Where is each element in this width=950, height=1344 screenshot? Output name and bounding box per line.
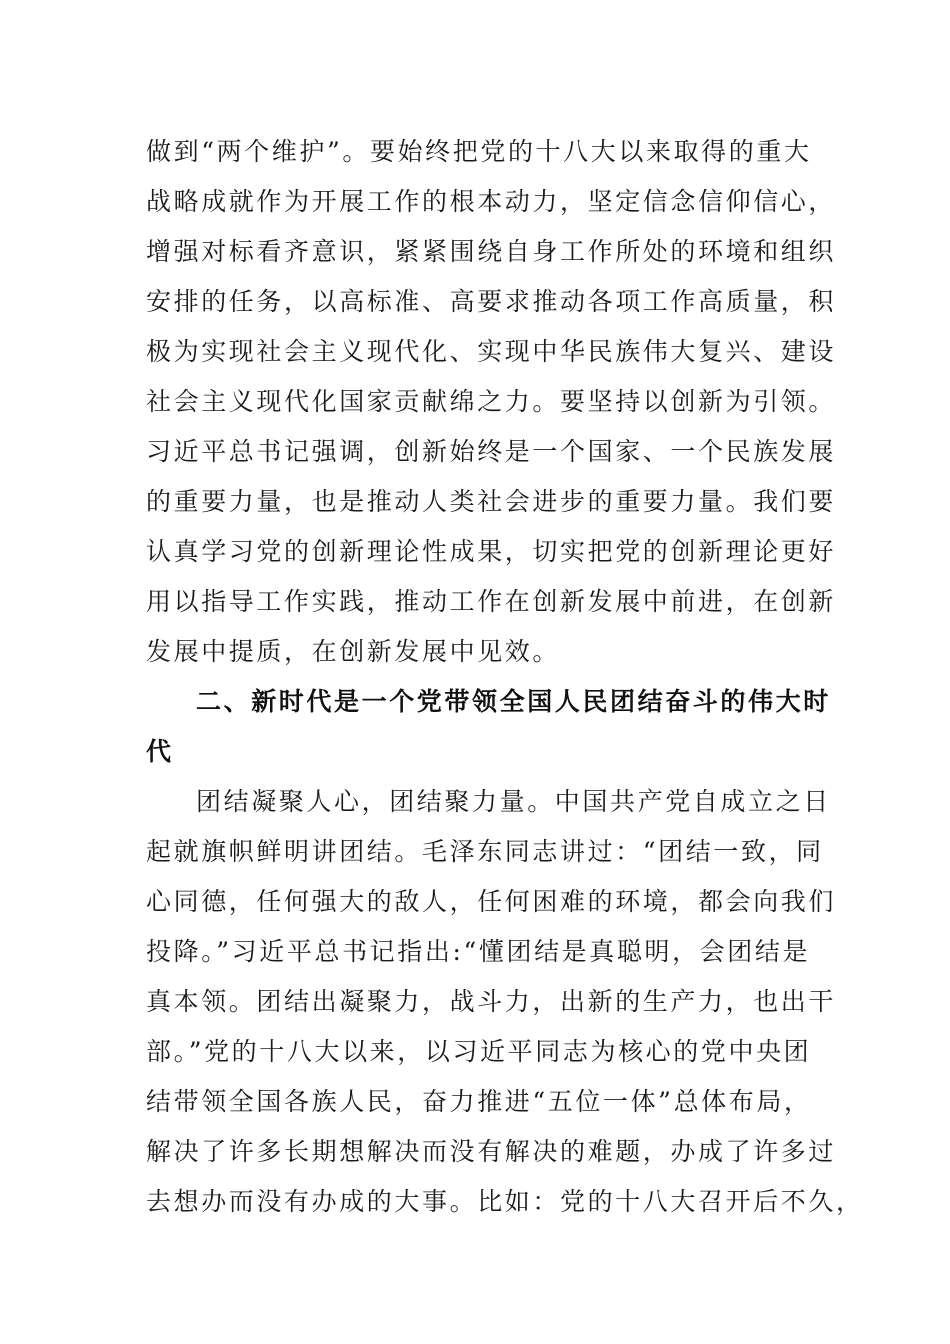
paragraph-1-line-2: 战略成就作为开展工作的根本动力，坚定信念信仰信心， (146, 187, 837, 216)
paragraph-2-line-2: 起就旗帜鲜明讲团结。毛泽东同志讲过：“团结一致，同 (146, 837, 824, 866)
paragraph-2-line-5: 真本领。团结出凝聚力，战斗力，出新的生产力，也出干 (146, 987, 837, 1016)
paragraph-2-line-4: 投降。”习近平总书记指出:“懂团结是真聪明，会团结是 (146, 937, 811, 966)
paragraph-2-line-3: 心同德，任何强大的敌人，任何困难的环境，都会向我们 (146, 887, 837, 916)
paragraph-1-line-11: 发展中提质，在创新发展中见效。 (146, 637, 561, 666)
paragraph-1-line-5: 极为实现社会主义现代化、实现中华民族伟大复兴、建设 (146, 337, 837, 366)
paragraph-2-line-8: 解决了许多长期想解决而没有解决的难题，办成了许多过 (146, 1137, 837, 1166)
section-heading-line-1: 二、新时代是一个党带领全国人民团结奋斗的伟大时 (196, 687, 831, 716)
paragraph-1-line-7: 习近平总书记强调，创新始终是一个国家、一个民族发展 (146, 437, 837, 466)
paragraph-2-line-9: 去想办而没有办成的大事。比如：党的十八大召开后不久， (146, 1187, 864, 1216)
paragraph-1-line-6: 社会主义现代化国家贡献绵之力。要坚持以创新为引领。 (146, 387, 837, 416)
paragraph-2-line-7: 结带领全国各族人民，奋力推进“五位一体”总体布局， (146, 1087, 812, 1116)
paragraph-1-line-8: 的重要力量，也是推动人类社会进步的重要力量。我们要 (146, 487, 837, 516)
paragraph-2-line-6: 部。”党的十八大以来，以习近平同志为核心的党中央团 (146, 1037, 812, 1066)
paragraph-1-line-10: 用以指导工作实践，推动工作在创新发展中前进，在创新 (146, 587, 837, 616)
paragraph-1-line-9: 认真学习党的创新理论性成果，切实把党的创新理论更好 (146, 537, 837, 566)
paragraph-1-line-4: 安排的任务，以高标准、高要求推动各项工作高质量，积 (146, 287, 837, 316)
paragraph-2-line-1: 团结凝聚人心，团结聚力量。中国共产党自成立之日 (196, 787, 831, 816)
section-heading-line-2: 代 (146, 737, 174, 766)
paragraph-1-line-1: 做到“两个维护”。要始终把党的十八大以来取得的重大 (146, 137, 812, 166)
paragraph-1-line-3: 增强对标看齐意识，紧紧围绕自身工作所处的环境和组织 (146, 237, 837, 266)
